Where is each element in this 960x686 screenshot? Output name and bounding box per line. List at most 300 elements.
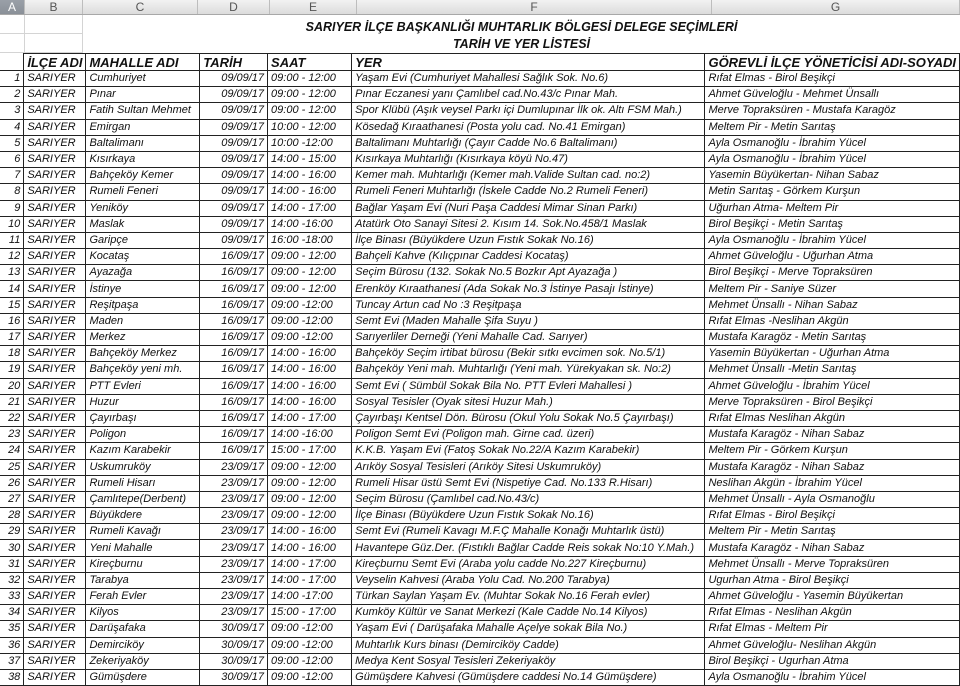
header-saat[interactable]: SAAT [268, 54, 352, 71]
cell-tarih[interactable]: 23/09/17 [200, 508, 268, 524]
cell-mahalle[interactable]: Rumeli Hisarı [86, 475, 200, 491]
cell-saat[interactable]: 09:00 -12:00 [268, 621, 352, 637]
cell-tarih[interactable]: 16/09/17 [200, 249, 268, 265]
cell-yer[interactable]: Çayırbaşı Kentsel Dön. Bürosu (Okul Yolu Sokak No.5 Çayırbaşı) [352, 410, 705, 426]
cell-row-number[interactable]: 36 [0, 637, 24, 653]
cell-mahalle[interactable]: Fatih Sultan Mehmet [86, 103, 200, 119]
cell-tarih[interactable]: 16/09/17 [200, 313, 268, 329]
cell-ilce[interactable]: SARIYER [24, 653, 86, 669]
cell-gorevli[interactable]: Ayla Osmanoğlu - İbrahim Yücel [705, 135, 960, 151]
cell-tarih[interactable]: 23/09/17 [200, 524, 268, 540]
cell-yer[interactable]: Poligon Semt Evi (Poligon mah. Girne cad. üzeri) [352, 427, 705, 443]
cell-ilce[interactable]: SARIYER [24, 540, 86, 556]
table-row [0, 540, 960, 556]
cell-gorevli[interactable]: Rıfat Elmas Neslihan Akgün [705, 410, 960, 426]
cell-tarih[interactable]: 09/09/17 [200, 216, 268, 232]
cell-gorevli[interactable]: Meltem Pir - Metin Sarıtaş [705, 119, 960, 135]
cell-yer[interactable]: Muhtarlık Kurs binası (Demirciköy Cadde) [352, 637, 705, 653]
header-cell-index[interactable] [0, 54, 24, 71]
cell-yer[interactable]: Semt Evi ( Sümbül Sokak Bila No. PTT Evleri Mahallesi ) [352, 378, 705, 394]
cell-gorevli[interactable]: Mehmet Ünsallı - Merve Topraksüren [705, 556, 960, 572]
cell-gorevli[interactable]: Mustafa Karagöz - Metin Sarıtaş [705, 330, 960, 346]
cell-saat[interactable]: 09:00 -12:00 [268, 297, 352, 313]
cell-yer[interactable]: Kireçburnu Semt Evi (Araba yolu cadde No.227 Kireçburnu) [352, 556, 705, 572]
cell-gorevli[interactable]: Metin Sarıtaş - Görkem Kurşun [705, 184, 960, 200]
cell-row-number[interactable]: 37 [0, 653, 24, 669]
cell-row-number[interactable]: 5 [0, 135, 24, 151]
cell-row-number[interactable]: 21 [0, 394, 24, 410]
cell-tarih[interactable]: 23/09/17 [200, 589, 268, 605]
cell-saat[interactable]: 14:00 - 16:00 [268, 524, 352, 540]
cell-mahalle[interactable]: Kazım Karabekir [86, 443, 200, 459]
cell-ilce[interactable]: SARIYER [24, 669, 86, 685]
cell-ilce[interactable]: SARIYER [24, 491, 86, 507]
cell-ilce[interactable]: SARIYER [24, 87, 86, 103]
cell-saat[interactable]: 14:00 - 16:00 [268, 184, 352, 200]
cell-tarih[interactable]: 30/09/17 [200, 621, 268, 637]
cell-ilce[interactable]: SARIYER [24, 410, 86, 426]
cell-tarih[interactable]: 09/09/17 [200, 200, 268, 216]
table-row [0, 281, 960, 297]
cell-saat[interactable]: 15:00 - 17:00 [268, 443, 352, 459]
cell-ilce[interactable]: SARIYER [24, 119, 86, 135]
cell-yer[interactable]: Sarıyerliler Derneği (Yeni Mahalle Cad. Sarıyer) [352, 330, 705, 346]
cell-gorevli[interactable]: Uğurhan Atma- Meltem Pir [705, 200, 960, 216]
cell-yer[interactable]: Pınar Eczanesi yanı Çamlıbel cad.No.43/c Pınar Mah. [352, 87, 705, 103]
table-header-row [0, 54, 960, 71]
cell-tarih[interactable]: 09/09/17 [200, 184, 268, 200]
cell-ilce[interactable]: SARIYER [24, 589, 86, 605]
cell-saat[interactable]: 14:00 - 15:00 [268, 151, 352, 167]
header-ilce-adi[interactable]: İLÇE ADI [24, 54, 86, 71]
cell-row-number[interactable]: 38 [0, 669, 24, 685]
table-row [0, 491, 960, 507]
cell-tarih[interactable]: 23/09/17 [200, 475, 268, 491]
cell-mahalle[interactable]: Cumhuriyet [86, 71, 200, 87]
cell-yer[interactable]: Veyselin Kahvesi (Araba Yolu Cad. No.200 Tarabya) [352, 572, 705, 588]
column-header-f[interactable]: F [357, 0, 712, 14]
cell-saat[interactable]: 09:00 - 12:00 [268, 71, 352, 87]
column-header-g[interactable]: G [712, 0, 960, 14]
cell-mahalle[interactable]: Emirgan [86, 119, 200, 135]
empty-cell[interactable] [0, 15, 25, 34]
header-yer[interactable]: YER [352, 54, 705, 71]
cell-mahalle[interactable]: Çayırbaşı [86, 410, 200, 426]
cell-ilce[interactable]: SARIYER [24, 621, 86, 637]
cell-row-number[interactable]: 9 [0, 200, 24, 216]
cell-mahalle[interactable]: Pınar [86, 87, 200, 103]
cell-tarih[interactable]: 23/09/17 [200, 556, 268, 572]
cell-gorevli[interactable]: Yasemin Büyükertan - Uğurhan Atma [705, 346, 960, 362]
cell-row-number[interactable]: 23 [0, 427, 24, 443]
cell-saat[interactable]: 10:00 - 12:00 [268, 119, 352, 135]
cell-row-number[interactable]: 22 [0, 410, 24, 426]
cell-ilce[interactable]: SARIYER [24, 394, 86, 410]
column-header-c[interactable]: C [83, 0, 198, 14]
cell-ilce[interactable]: SARIYER [24, 249, 86, 265]
cell-row-number[interactable]: 1 [0, 71, 24, 87]
cell-tarih[interactable]: 09/09/17 [200, 135, 268, 151]
cell-tarih[interactable]: 09/09/17 [200, 71, 268, 87]
cell-yer[interactable]: Erenköy Kıraathanesi (Ada Sokak No.3 İstinye Pasajı İstinye) [352, 281, 705, 297]
cell-gorevli[interactable]: Merve Topraksüren - Mustafa Karagöz [705, 103, 960, 119]
cell-gorevli[interactable]: Mustafa Karagöz - Nihan Sabaz [705, 459, 960, 475]
cell-gorevli[interactable]: Meltem Pir - Saniye Süzer [705, 281, 960, 297]
cell-mahalle[interactable]: Maslak [86, 216, 200, 232]
cell-row-number[interactable]: 31 [0, 556, 24, 572]
cell-mahalle[interactable]: Baltalimanı [86, 135, 200, 151]
cell-tarih[interactable]: 09/09/17 [200, 103, 268, 119]
cell-gorevli[interactable]: Ahmet Güveloğlu- Neslihan Akgün [705, 637, 960, 653]
cell-yer[interactable]: Arıköy Sosyal Tesisleri (Arıköy Sitesi Uskumruköy) [352, 459, 705, 475]
cell-mahalle[interactable]: Gümüşdere [86, 669, 200, 685]
cell-ilce[interactable]: SARIYER [24, 313, 86, 329]
cell-yer[interactable]: K.K.B. Yaşam Evi (Fatoş Sokak No.22/A Kazım Karabekir) [352, 443, 705, 459]
cell-yer[interactable]: İlçe Binası (Büyükdere Uzun Fıstık Sokak No.16) [352, 508, 705, 524]
cell-mahalle[interactable]: Huzur [86, 394, 200, 410]
cell-saat[interactable]: 14:00 - 17:00 [268, 572, 352, 588]
cell-yer[interactable]: Gümüşdere Kahvesi (Gümüşdere caddesi No.14 Gümüşdere) [352, 669, 705, 685]
cell-gorevli[interactable]: Ahmet Güveloğlu - Uğurhan Atma [705, 249, 960, 265]
cell-yer[interactable]: Tuncay Artun cad No :3 Reşitpaşa [352, 297, 705, 313]
cell-tarih[interactable]: 16/09/17 [200, 443, 268, 459]
table-row [0, 589, 960, 605]
cell-ilce[interactable]: SARIYER [24, 103, 86, 119]
header-mahalle-adi[interactable]: MAHALLE ADI [86, 54, 200, 71]
cell-ilce[interactable]: SARIYER [24, 346, 86, 362]
cell-mahalle[interactable]: Rumeli Feneri [86, 184, 200, 200]
cell-yer[interactable]: Kısırkaya Muhtarlığı (Kısırkaya köyü No.47) [352, 151, 705, 167]
cell-tarih[interactable]: 16/09/17 [200, 346, 268, 362]
cell-ilce[interactable]: SARIYER [24, 281, 86, 297]
cell-gorevli[interactable]: Ayla Osmanoğlu - İbrahim Yücel [705, 232, 960, 248]
cell-gorevli[interactable]: Ayla Osmanoğlu - İbrahim Yücel [705, 669, 960, 685]
cell-ilce[interactable]: SARIYER [24, 637, 86, 653]
cell-saat[interactable]: 14:00 - 16:00 [268, 394, 352, 410]
cell-tarih[interactable]: 16/09/17 [200, 427, 268, 443]
cell-saat[interactable]: 09:00 - 12:00 [268, 281, 352, 297]
cell-ilce[interactable]: SARIYER [24, 297, 86, 313]
cell-ilce[interactable]: SARIYER [24, 151, 86, 167]
cell-ilce[interactable]: SARIYER [24, 378, 86, 394]
empty-cell[interactable] [0, 34, 25, 53]
cell-mahalle[interactable]: Maden [86, 313, 200, 329]
cell-ilce[interactable]: SARIYER [24, 232, 86, 248]
cell-ilce[interactable]: SARIYER [24, 200, 86, 216]
cell-gorevli[interactable]: Mustafa Karagöz - Nihan Sabaz [705, 540, 960, 556]
table-row [0, 621, 960, 637]
cell-ilce[interactable]: SARIYER [24, 572, 86, 588]
cell-saat[interactable]: 09:00 -12:00 [268, 330, 352, 346]
cell-saat[interactable]: 09:00 - 12:00 [268, 249, 352, 265]
cell-yer[interactable]: Yaşam Evi ( Darüşafaka Mahalle Açelye sokak Bila No.) [352, 621, 705, 637]
cell-saat[interactable]: 14:00 - 17:00 [268, 410, 352, 426]
cell-saat[interactable]: 14:00 - 16:00 [268, 378, 352, 394]
cell-mahalle[interactable]: Bahçeköy Kemer [86, 168, 200, 184]
cell-row-number[interactable]: 2 [0, 87, 24, 103]
table-row [0, 103, 960, 119]
cell-mahalle[interactable]: Garipçe [86, 232, 200, 248]
cell-gorevli[interactable]: Rıfat Elmas - Meltem Pir [705, 621, 960, 637]
cell-yer[interactable]: Seçim Bürosu (132. Sokak No.5 Bozkır Apt Ayazağa ) [352, 265, 705, 281]
cell-row-number[interactable]: 8 [0, 184, 24, 200]
cell-mahalle[interactable]: Tarabya [86, 572, 200, 588]
cell-tarih[interactable]: 30/09/17 [200, 669, 268, 685]
cell-saat[interactable]: 09:00 -12:00 [268, 669, 352, 685]
cell-saat[interactable]: 09:00 -12:00 [268, 637, 352, 653]
cell-gorevli[interactable]: Rıfat Elmas -Neslihan Akgün [705, 313, 960, 329]
cell-ilce[interactable]: SARIYER [24, 605, 86, 621]
cell-ilce[interactable]: SARIYER [24, 556, 86, 572]
cell-saat[interactable]: 14:00 - 16:00 [268, 168, 352, 184]
cell-saat[interactable]: 14:00 - 16:00 [268, 346, 352, 362]
cell-tarih[interactable]: 09/09/17 [200, 168, 268, 184]
cell-yer[interactable]: Bahçeköy Yeni mah. Muhtarlığı (Yeni mah. Yürekyakan sk. No:2) [352, 362, 705, 378]
cell-mahalle[interactable]: Büyükdere [86, 508, 200, 524]
column-header-d[interactable]: D [198, 0, 270, 14]
cell-gorevli[interactable]: Birol Beşikçi - Metin Sarıtaş [705, 216, 960, 232]
table-row [0, 346, 960, 362]
table-row [0, 459, 960, 475]
cell-gorevli[interactable]: Ayla Osmanoğlu - İbrahim Yücel [705, 151, 960, 167]
cell-saat[interactable]: 15:00 - 17:00 [268, 605, 352, 621]
cell-tarih[interactable]: 23/09/17 [200, 491, 268, 507]
cell-row-number[interactable]: 32 [0, 572, 24, 588]
cell-ilce[interactable]: SARIYER [24, 184, 86, 200]
cell-mahalle[interactable]: Ferah Evler [86, 589, 200, 605]
cell-tarih[interactable]: 09/09/17 [200, 232, 268, 248]
column-header-b[interactable]: B [25, 0, 83, 14]
cell-tarih[interactable]: 16/09/17 [200, 265, 268, 281]
cell-saat[interactable]: 14:00 -16:00 [268, 216, 352, 232]
cell-saat[interactable]: 14:00 - 17:00 [268, 200, 352, 216]
cell-tarih[interactable]: 16/09/17 [200, 330, 268, 346]
header-tarih[interactable]: TARİH [200, 54, 268, 71]
cell-mahalle[interactable]: Yeniköy [86, 200, 200, 216]
cell-mahalle[interactable]: PTT Evleri [86, 378, 200, 394]
cell-tarih[interactable]: 23/09/17 [200, 605, 268, 621]
empty-cell[interactable] [25, 34, 83, 53]
cell-ilce[interactable]: SARIYER [24, 216, 86, 232]
cell-gorevli[interactable]: Mehmet Ünsallı - Ayla Osmanoğlu [705, 491, 960, 507]
cell-tarih[interactable]: 09/09/17 [200, 87, 268, 103]
cell-saat[interactable]: 09:00 - 12:00 [268, 491, 352, 507]
empty-cell[interactable] [25, 15, 83, 34]
cell-yer[interactable]: Bağlar Yaşam Evi (Nuri Paşa Caddesi Mimar Sinan Parkı) [352, 200, 705, 216]
cell-saat[interactable]: 14:00 - 16:00 [268, 540, 352, 556]
sheet-subtitle: TARİH VE YER LİSTESİ [452, 37, 591, 51]
cell-row-number[interactable]: 15 [0, 297, 24, 313]
cell-mahalle[interactable]: Yeni Mahalle [86, 540, 200, 556]
cell-row-number[interactable]: 33 [0, 589, 24, 605]
cell-mahalle[interactable]: Bahçeköy Merkez [86, 346, 200, 362]
cell-ilce[interactable]: SARIYER [24, 443, 86, 459]
cell-mahalle[interactable]: Merkez [86, 330, 200, 346]
cell-tarih[interactable]: 23/09/17 [200, 459, 268, 475]
cell-gorevli[interactable]: Ahmet Güveloğlu - Yasemin Büyükertan [705, 589, 960, 605]
cell-ilce[interactable]: SARIYER [24, 362, 86, 378]
cell-saat[interactable]: 09:00 - 12:00 [268, 103, 352, 119]
cell-saat[interactable]: 09:00 - 12:00 [268, 475, 352, 491]
table-row [0, 669, 960, 685]
cell-gorevli[interactable]: Birol Beşikçi - Ugurhan Atma [705, 653, 960, 669]
cell-yer[interactable]: Baltalimanı Muhtarlığı (Çayır Cadde No.6 Baltalimanı) [352, 135, 705, 151]
cell-tarih[interactable]: 16/09/17 [200, 297, 268, 313]
cell-yer[interactable]: Türkan Saylan Yaşam Ev. (Muhtar Sokak No.16 Ferah evler) [352, 589, 705, 605]
cell-tarih[interactable]: 30/09/17 [200, 637, 268, 653]
cell-saat[interactable]: 09:00 - 12:00 [268, 508, 352, 524]
cell-gorevli[interactable]: Mehmet Ünsallı -Metin Sarıtaş [705, 362, 960, 378]
column-header-a[interactable]: A [0, 0, 25, 14]
cell-gorevli[interactable]: Neslihan Akgün - İbrahim Yücel [705, 475, 960, 491]
cell-gorevli[interactable]: Mustafa Karagöz - Nihan Sabaz [705, 427, 960, 443]
cell-row-number[interactable]: 20 [0, 378, 24, 394]
cell-gorevli[interactable]: Mehmet Ünsallı - Nihan Sabaz [705, 297, 960, 313]
cell-row-number[interactable]: 13 [0, 265, 24, 281]
cell-yer[interactable]: Kemer mah. Muhtarlığı (Kemer mah.Valide Sultan cad. no:2) [352, 168, 705, 184]
cell-saat[interactable]: 14:00 - 17:00 [268, 556, 352, 572]
cell-yer[interactable]: Medya Kent Sosyal Tesisleri Zekeriyaköy [352, 653, 705, 669]
cell-mahalle[interactable]: Kireçburnu [86, 556, 200, 572]
cell-row-number[interactable]: 7 [0, 168, 24, 184]
cell-yer[interactable]: Havantepe Güz.Der. (Fıstıklı Bağlar Cadde Reis sokak No:10 Y.Mah.) [352, 540, 705, 556]
table-row [0, 410, 960, 426]
cell-saat[interactable]: 14:00 -17:00 [268, 589, 352, 605]
header-gorevli[interactable]: GÖREVLİ İLÇE YÖNETİCİSİ ADI-SOYADI [705, 54, 960, 71]
cell-gorevli[interactable]: Rıfat Elmas - Neslihan Akgün [705, 605, 960, 621]
cell-tarih[interactable]: 09/09/17 [200, 151, 268, 167]
cell-ilce[interactable]: SARIYER [24, 168, 86, 184]
cell-mahalle[interactable]: İstinye [86, 281, 200, 297]
cell-gorevli[interactable]: Rıfat Elmas - Birol Beşikçi [705, 508, 960, 524]
cell-row-number[interactable]: 17 [0, 330, 24, 346]
cell-tarih[interactable]: 09/09/17 [200, 119, 268, 135]
cell-yer[interactable]: Yaşam Evi (Cumhuriyet Mahallesi Sağlık Sok. No.6) [352, 71, 705, 87]
cell-row-number[interactable]: 6 [0, 151, 24, 167]
cell-yer[interactable]: Atatürk Oto Sanayi Sitesi 2. Kısım 14. Sok.No.458/1 Maslak [352, 216, 705, 232]
cell-tarih[interactable]: 23/09/17 [200, 540, 268, 556]
cell-mahalle[interactable]: Çamlıtepe(Derbent) [86, 491, 200, 507]
cell-gorevli[interactable]: Rıfat Elmas - Birol Beşikçi [705, 71, 960, 87]
cell-mahalle[interactable]: Bahçeköy yeni mh. [86, 362, 200, 378]
cell-gorevli[interactable]: Ahmet Güveloğlu - Mehmet Ünsallı [705, 87, 960, 103]
cell-row-number[interactable]: 25 [0, 459, 24, 475]
cell-row-number[interactable]: 11 [0, 232, 24, 248]
cell-row-number[interactable]: 30 [0, 540, 24, 556]
cell-ilce[interactable]: SARIYER [24, 71, 86, 87]
cell-gorevli[interactable]: Yasemin Büyükertan- Nihan Sabaz [705, 168, 960, 184]
cell-mahalle[interactable]: Ayazağa [86, 265, 200, 281]
cell-yer[interactable]: Kumköy Kültür ve Sanat Merkezi (Kale Cadde No.14 Kilyos) [352, 605, 705, 621]
cell-row-number[interactable]: 34 [0, 605, 24, 621]
table-row [0, 556, 960, 572]
cell-yer[interactable]: Bahçeköy Seçim irtibat bürosu (Bekir sıtkı evcimen sok. No.5/1) [352, 346, 705, 362]
cell-yer[interactable]: Rumeli Feneri Muhtarlığı (İskele Cadde No.2 Rumeli Feneri) [352, 184, 705, 200]
cell-row-number[interactable]: 10 [0, 216, 24, 232]
cell-ilce[interactable]: SARIYER [24, 265, 86, 281]
table-row [0, 330, 960, 346]
cell-mahalle[interactable]: Uskumruköy [86, 459, 200, 475]
cell-yer[interactable]: Kösedağ Kıraathanesi (Posta yolu cad. No.41 Emirgan) [352, 119, 705, 135]
cell-tarih[interactable]: 16/09/17 [200, 281, 268, 297]
cell-ilce[interactable]: SARIYER [24, 524, 86, 540]
cell-gorevli[interactable]: Meltem Pir - Metin Sarıtaş [705, 524, 960, 540]
cell-yer[interactable]: Sosyal Tesisler (Oyak sitesi Huzur Mah.) [352, 394, 705, 410]
cell-row-number[interactable]: 35 [0, 621, 24, 637]
cell-saat[interactable]: 14:00 - 16:00 [268, 362, 352, 378]
cell-yer[interactable]: Semt Evi (Maden Mahalle Şifa Suyu ) [352, 313, 705, 329]
cell-tarih[interactable]: 16/09/17 [200, 394, 268, 410]
cell-ilce[interactable]: SARIYER [24, 459, 86, 475]
cell-mahalle[interactable]: Poligon [86, 427, 200, 443]
cell-gorevli[interactable]: Meltem Pir - Görkem Kurşun [705, 443, 960, 459]
cell-gorevli[interactable]: Birol Beşikçi - Merve Topraksüren [705, 265, 960, 281]
cell-row-number[interactable]: 27 [0, 491, 24, 507]
cell-saat[interactable]: 09:00 -12:00 [268, 653, 352, 669]
cell-row-number[interactable]: 14 [0, 281, 24, 297]
cell-gorevli[interactable]: Ugurhan Atma - Birol Beşikçi [705, 572, 960, 588]
cell-tarih[interactable]: 23/09/17 [200, 572, 268, 588]
cell-tarih[interactable]: 30/09/17 [200, 653, 268, 669]
cell-row-number[interactable]: 26 [0, 475, 24, 491]
cell-saat[interactable]: 09:00 - 12:00 [268, 87, 352, 103]
cell-gorevli[interactable]: Merve Topraksüren - Birol Beşikçi [705, 394, 960, 410]
cell-saat[interactable]: 09:00 - 12:00 [268, 459, 352, 475]
cell-row-number[interactable]: 18 [0, 346, 24, 362]
cell-saat[interactable]: 09:00 - 12:00 [268, 265, 352, 281]
cell-row-number[interactable]: 12 [0, 249, 24, 265]
cell-mahalle[interactable]: Darüşafaka [86, 621, 200, 637]
cell-tarih[interactable]: 16/09/17 [200, 378, 268, 394]
cell-gorevli[interactable]: Ahmet Güveloğlu - İbrahim Yücel [705, 378, 960, 394]
cell-mahalle[interactable]: Kocataş [86, 249, 200, 265]
cell-yer[interactable]: Semt Evi (Rumeli Kavagı M.F.Ç Mahalle Konağı Muhtarlık üstü) [352, 524, 705, 540]
cell-tarih[interactable]: 16/09/17 [200, 410, 268, 426]
cell-ilce[interactable]: SARIYER [24, 135, 86, 151]
cell-row-number[interactable]: 29 [0, 524, 24, 540]
column-header-e[interactable]: E [270, 0, 357, 14]
cell-saat[interactable]: 10:00 -12:00 [268, 135, 352, 151]
cell-yer[interactable]: Seçim Bürosu (Çamlıbel cad.No.43/c) [352, 491, 705, 507]
table-row [0, 443, 960, 459]
table-row [0, 119, 960, 135]
cell-mahalle[interactable]: Kilyos [86, 605, 200, 621]
cell-row-number[interactable]: 16 [0, 313, 24, 329]
cell-row-number[interactable]: 4 [0, 119, 24, 135]
cell-row-number[interactable]: 19 [0, 362, 24, 378]
cell-yer[interactable]: Bahçeli Kahve (Kılıçpınar Caddesi Kocataş) [352, 249, 705, 265]
cell-saat[interactable]: 14:00 -16:00 [268, 427, 352, 443]
cell-mahalle[interactable]: Kısırkaya [86, 151, 200, 167]
cell-row-number[interactable]: 28 [0, 508, 24, 524]
cell-ilce[interactable]: SARIYER [24, 330, 86, 346]
cell-saat[interactable]: 09:00 -12:00 [268, 313, 352, 329]
cell-ilce[interactable]: SARIYER [24, 508, 86, 524]
cell-row-number[interactable]: 24 [0, 443, 24, 459]
cell-mahalle[interactable]: Demirciköy [86, 637, 200, 653]
cell-mahalle[interactable]: Zekeriyaköy [86, 653, 200, 669]
cell-row-number[interactable]: 3 [0, 103, 24, 119]
cell-ilce[interactable]: SARIYER [24, 427, 86, 443]
cell-yer[interactable]: Spor Klübü (Aşık veysel Parkı içi Dumlupınar İlk ok. Altı FSM Mah.) [352, 103, 705, 119]
cell-ilce[interactable]: SARIYER [24, 475, 86, 491]
cell-yer[interactable]: Rumeli Hisar üstü Semt Evi (Nispetiye Cad. No.133 R.Hisarı) [352, 475, 705, 491]
cell-tarih[interactable]: 16/09/17 [200, 362, 268, 378]
cell-saat[interactable]: 16:00 -18:00 [268, 232, 352, 248]
cell-mahalle[interactable]: Rumeli Kavağı [86, 524, 200, 540]
cell-mahalle[interactable]: Reşitpaşa [86, 297, 200, 313]
cell-yer[interactable]: İlçe Binası (Büyükdere Uzun Fıstık Sokak No.16) [352, 232, 705, 248]
